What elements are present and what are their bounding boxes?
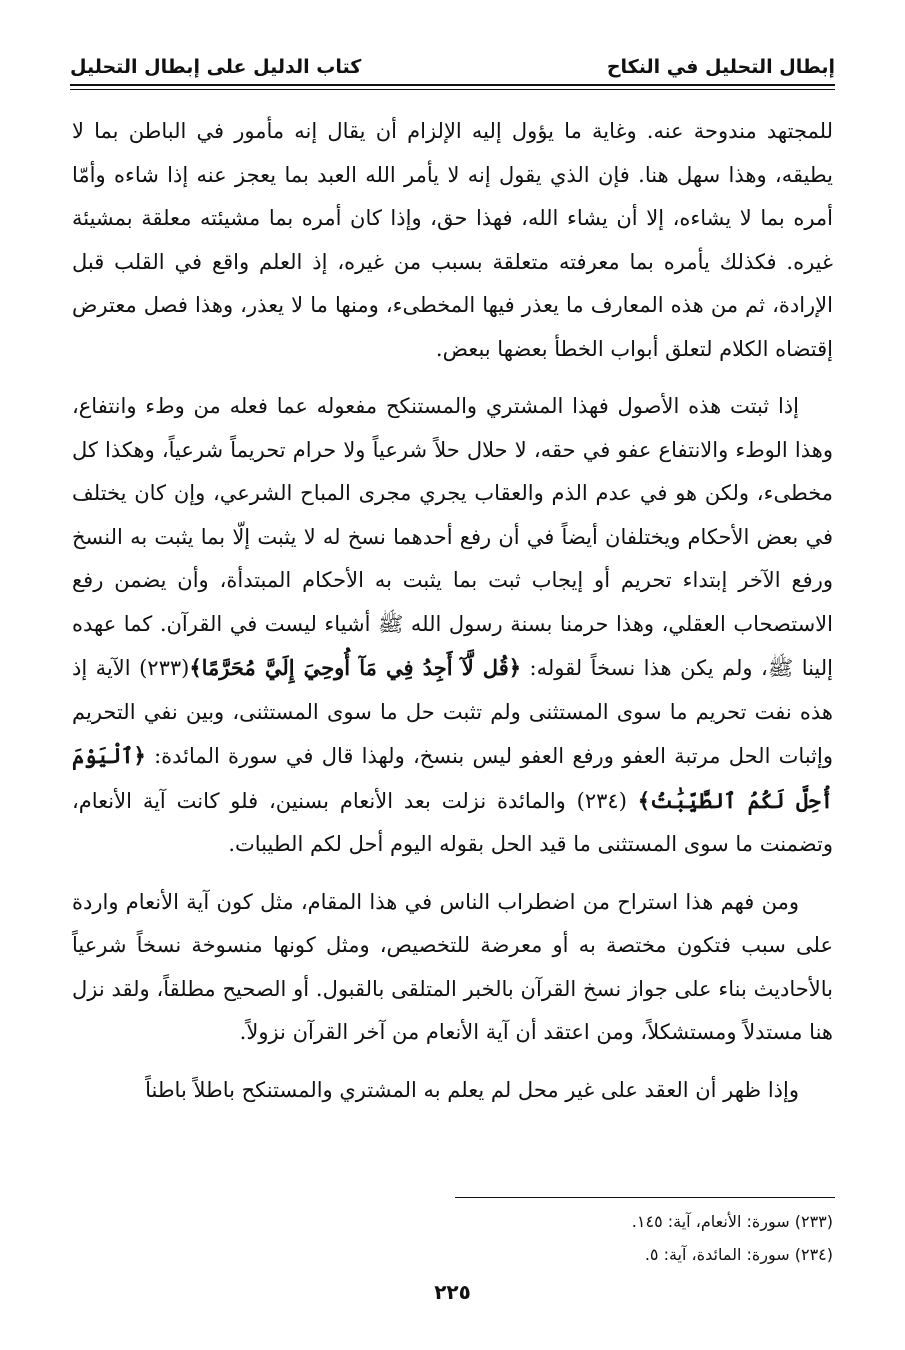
quran-verse-maidah: ﴿ٱلْيَوْمَ أُحِلَّ لَكُمُ ٱلطَّيِّبَٰتُ﴾: [72, 743, 833, 813]
paragraph-1: [72, 110, 833, 371]
footnotes: [453, 1205, 833, 1271]
footnote-rule: [455, 1197, 835, 1198]
paragraph-text: ومن فهم هذا استراح من اضطراب الناس في هذا المقام، مثل كون آية الأنعام واردة على سبب فتكون مختصة به أو معرضة للتخصيص، ومثل كونها منسوخة نسخاً شرعياً بالأحاديث بناء على جواز نسخ القرآن بالخبر المتلقى بالقبول. أو الصحيح مطلقاً، ولقد نزل هنا مستدلاً ومستشكلاً، ومن اعتقد أن آية الأنعام من آخر القرآن نزولاً.: [72, 889, 833, 1044]
paragraph-text: (٢٣٤) والمائدة نزلت بعد الأنعام بسنين، فلو كانت آية الأنعام، وتضمنت ما سوى المستثنى ما قيد الحل بقوله اليوم أحل لكم الطيبات.: [72, 788, 833, 856]
quran-verse-anam: ﴿قُل لَّآ أَجِدُ فِي مَآ أُوحِيَ إِلَيَّ مُحَرَّمًا﴾: [189, 655, 522, 680]
header-rule-thin: [70, 89, 835, 90]
paragraph-text: وإذا ظهر أن العقد على غير محل لم يعلم به المشتري والمستنكح باطلاً باطناً: [145, 1077, 799, 1102]
paragraph-2: [72, 385, 833, 867]
footnote-233: (٢٣٣) سورة: الأنعام، آية: ١٤٥.: [631, 1212, 833, 1231]
paragraph-text: إذا ثبتت هذه الأصول فهذا المشتري والمستنكح مفعوله عما فعله من وطء وانتفاع، وهذا الوطء والانتفاع عفو في حقه، لا حلال حلاً شرعياً ولا حرام تحريماً شرعياً، وهكذا كل مخطىء، ولكن هو في عدم الذم والعقاب يجري مجرى المباح الشرعي، وإن كان يختلف في بعض الأحكام ويختلفان أيضاً في أن رفع أحدهما نسخ له لا يثبت إلّا بما يثبت به النسخ ورفع الآخر إبتداء تحريم أو إيجاب ثبت بما يثبت به الأحكام المبتدأة، وأن يضمن رفع الاستصحاب العقلي، وهذا حرمنا بسنة رسول الله ﷺ أشياء ليست في القرآن. كما عهده إلينا ﷺ، ولم يكن هذا نسخاً لقوله:: [72, 394, 833, 680]
header-rule: [70, 84, 835, 86]
paragraph-text: (٢٣٣) الآية إذ هذه نفت تحريم ما سوى المستثنى ولم تثبت حل ما سوى المستثنى، وبين نفي التحريم وإثبات الحل مرتبة العفو ورفع العفو ليس بنسخ، ولهذا قال في سورة المائدة:: [72, 656, 833, 768]
footnote-234: (٢٣٤) سورة: المائدة، آية: ٥.: [644, 1245, 833, 1264]
page-number: ٢٢٥: [434, 1280, 471, 1304]
body-text: [72, 110, 833, 1126]
paragraph-3: [72, 881, 833, 1055]
header-left-title: كتاب الدليل على إبطال التحليل: [70, 56, 362, 78]
paragraph-text: للمجتهد مندوحة عنه. وغاية ما يؤول إليه الإلزام أن يقال إنه مأمور في الباطن بما لا يطيقه، وهذا سهل هنا. فإن الذي يقول إنه لا يأمر الله العبد بما يعجز عنه إذا شاءه وأمّا أمره بما لا يشاءه، إلا أن يشاء الله، فهذا حق، وإذا كان أمره بما مشيئته معلقة بمشيئة غيره. فكذلك يأمره بما معرفته متعلقة بسبب من غيره، إذ العلم واقع في القلب قبل الإرادة، ثم من هذه المعارف ما يعذر فيها المخطىء، ومنها ما لا يعذر، وهذا فصل معترض إقتضاه الكلام لتعلق أبواب الخطأ بعضها ببعض.: [72, 119, 833, 361]
header-right-title: إبطال التحليل في النكاح: [606, 56, 835, 78]
running-header: [70, 38, 835, 78]
paragraph-4: [72, 1069, 833, 1113]
